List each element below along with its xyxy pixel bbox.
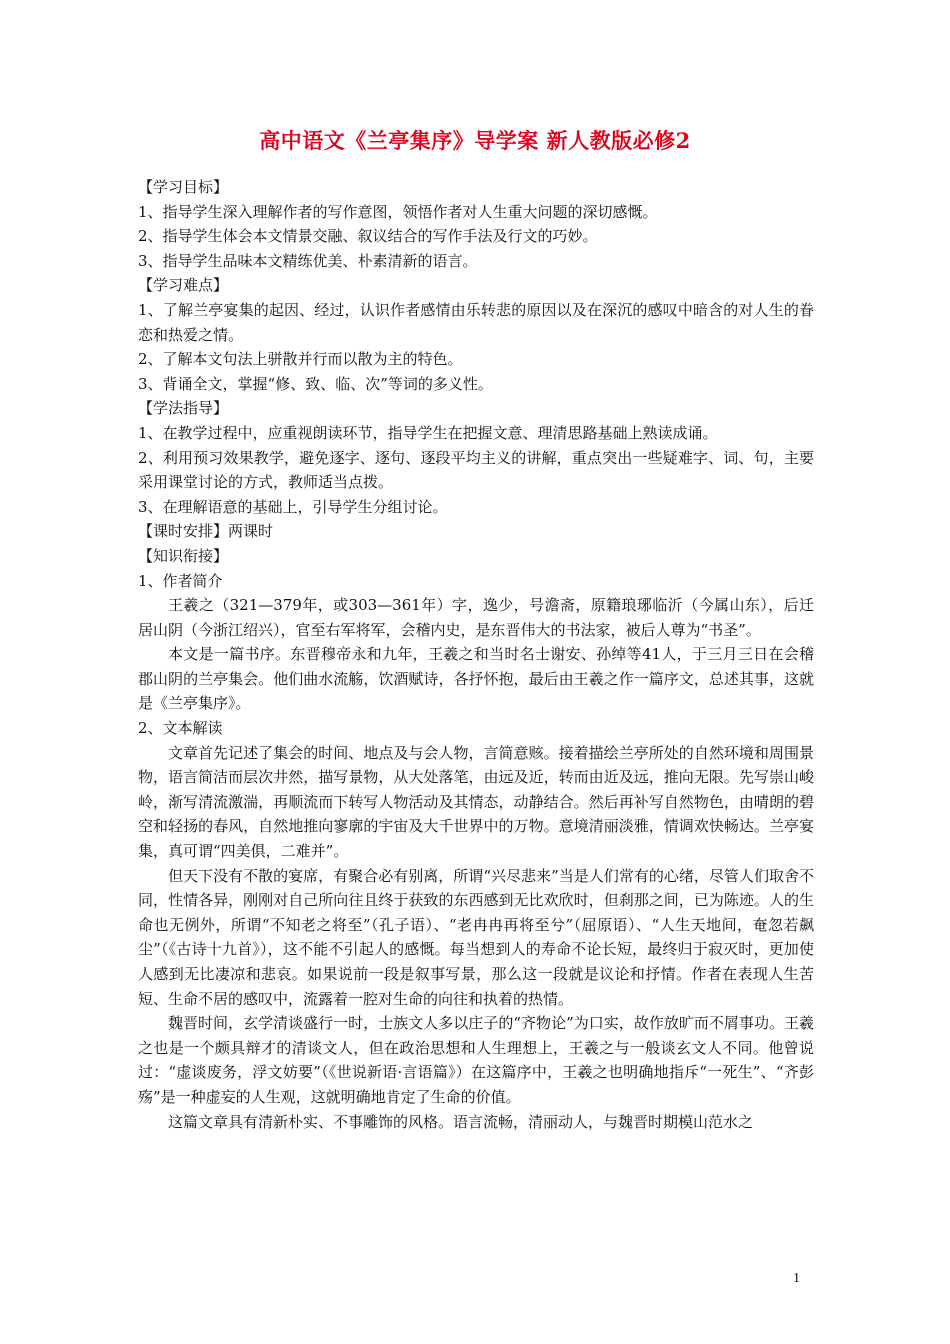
document-body — [138, 175, 814, 1134]
difficulty-item: 1、了解兰亭宴集的起因、经过，认识作者感情由乐转悲的原因以及在深沉的感叹中暗含的对人生的眷恋和热爱之情。 — [138, 300, 814, 344]
method-item: 2、利用预习效果教学，避免逐字、逐句、逐段平均主义的讲解，重点突出一些疑难字、词、句，主要采用课堂讨论的方式，教师适当点拨。 — [138, 448, 814, 492]
method-item: 3、在理解语意的基础上，引导学生分组讨论。 — [138, 497, 448, 516]
goal-item: 1、指导学生深入理解作者的写作意图，领悟作者对人生重大问题的深切感慨。 — [138, 202, 658, 221]
section-heading-knowledge: 【知识衔接】 — [138, 546, 229, 565]
section-heading-schedule: 【课时安排】两课时 — [138, 522, 274, 541]
background-paragraph: 本文是一篇书序。东晋穆帝永和九年，王羲之和当时名士谢安、孙绰等41人，于三月三日在会稽郡山阴的兰亭集会。他们曲水流觞，饮酒赋诗，各抒怀抱，最后由王羲之作一篇序文，总述其事，这就是《兰亭集序》。 — [138, 645, 814, 713]
section-heading-goals: 【学习目标】 — [138, 178, 229, 196]
method-item: 1、在教学过程中，应重视朗读环节，指导学生在把握文意、理清思路基础上熟读成诵。 — [138, 423, 718, 442]
subheading-author: 1、作者简介 — [138, 571, 223, 590]
reading-paragraph: 这篇文章具有清新朴实、不事雕饰的风格。语言流畅，清丽动人，与魏晋时期模山范水之 — [168, 1112, 754, 1131]
author-paragraph: 王羲之（321—379年，或303—361年）字，逸少，号澹斋，原籍琅琊临沂（今属山东），后迁居山阴（今浙江绍兴），官至右军将军，会稽内史，是东晋伟大的书法家，被后人尊为“书圣”。 — [138, 596, 814, 639]
reading-paragraph: 魏晋时间，玄学清谈盛行一时，士族文人多以庄子的“齐物论”为口实，故作放旷而不屑事功。王羲之也是一个颇具辩才的清谈文人，但在政治思想和人生理想上，王羲之与一般谈玄文人不同。他曾说过：“虚谈废务，浮文妨要”（《世说新语·言语篇》）在这篇序中，王羲之也明确地指斥“一死生”、“齐彭殇”是一种虚妄的人生观，这就明确地肯定了生命的价值。 — [138, 1014, 814, 1106]
section-heading-difficulties: 【学习难点】 — [138, 276, 229, 295]
difficulty-item: 3、背诵全文，掌握“修、致、临、次”等词的多义性。 — [138, 374, 493, 393]
reading-paragraph: 文章首先记述了集会的时间、地点及与会人物，言简意赅。接着描绘兰亭所处的自然环境和周围景物，语言简洁而层次井然，描写景物，从大处落笔，由远及近，转而由近及远，推向无限。先写崇山峻岭，渐写清流激湍，再顺流而下转写人物活动及其情态，动静结合。然后再补写自然物色，由晴朗的碧空和轻扬的春风，自然地推向寥廓的宇宙及大千世界中的万物。意境清丽淡雅，情调欢快畅达。兰亭宴集，真可谓“四美俱，二难并”。 — [138, 743, 814, 861]
reading-paragraph: 但天下没有不散的宴席，有聚合必有别离，所谓“兴尽悲来”当是人们常有的心绪，尽管人们取舍不同，性情各异，刚刚对自己所向往且终于获致的东西感到无比欢欣时，但刹那之间，已为陈迹。人的生命也无例外，所谓“不知老之将至”（孔子语）、“老冉冉再将至兮”（屈原语）、“人生天地间，奄忽若飙尘”（《古诗十九首》），这不能不引起人的感慨。每当想到人的寿命不论长短，最终归于寂灭时，更加使人感到无比凄凉和悲哀。如果说前一段是叙事写景，那么这一段就是议论和抒情。作者在表现人生苦短、生命不居的感叹中，流露着一腔对生命的向往和执着的热情。 — [138, 866, 814, 1008]
goal-item: 3、指导学生品味本文精练优美、朴素清新的语言。 — [138, 251, 478, 270]
document-title: 高中语文《兰亭集序》导学案 新人教版必修2 — [259, 128, 691, 153]
difficulty-item: 2、了解本文句法上骈散并行而以散为主的特色。 — [138, 350, 463, 369]
page-number: 1 — [793, 1271, 800, 1286]
goal-item: 2、指导学生体会本文情景交融、叙议结合的写作手法及行文的巧妙。 — [138, 227, 598, 246]
subheading-reading: 2、文本解读 — [138, 719, 223, 738]
section-heading-method: 【学法指导】 — [138, 399, 229, 418]
